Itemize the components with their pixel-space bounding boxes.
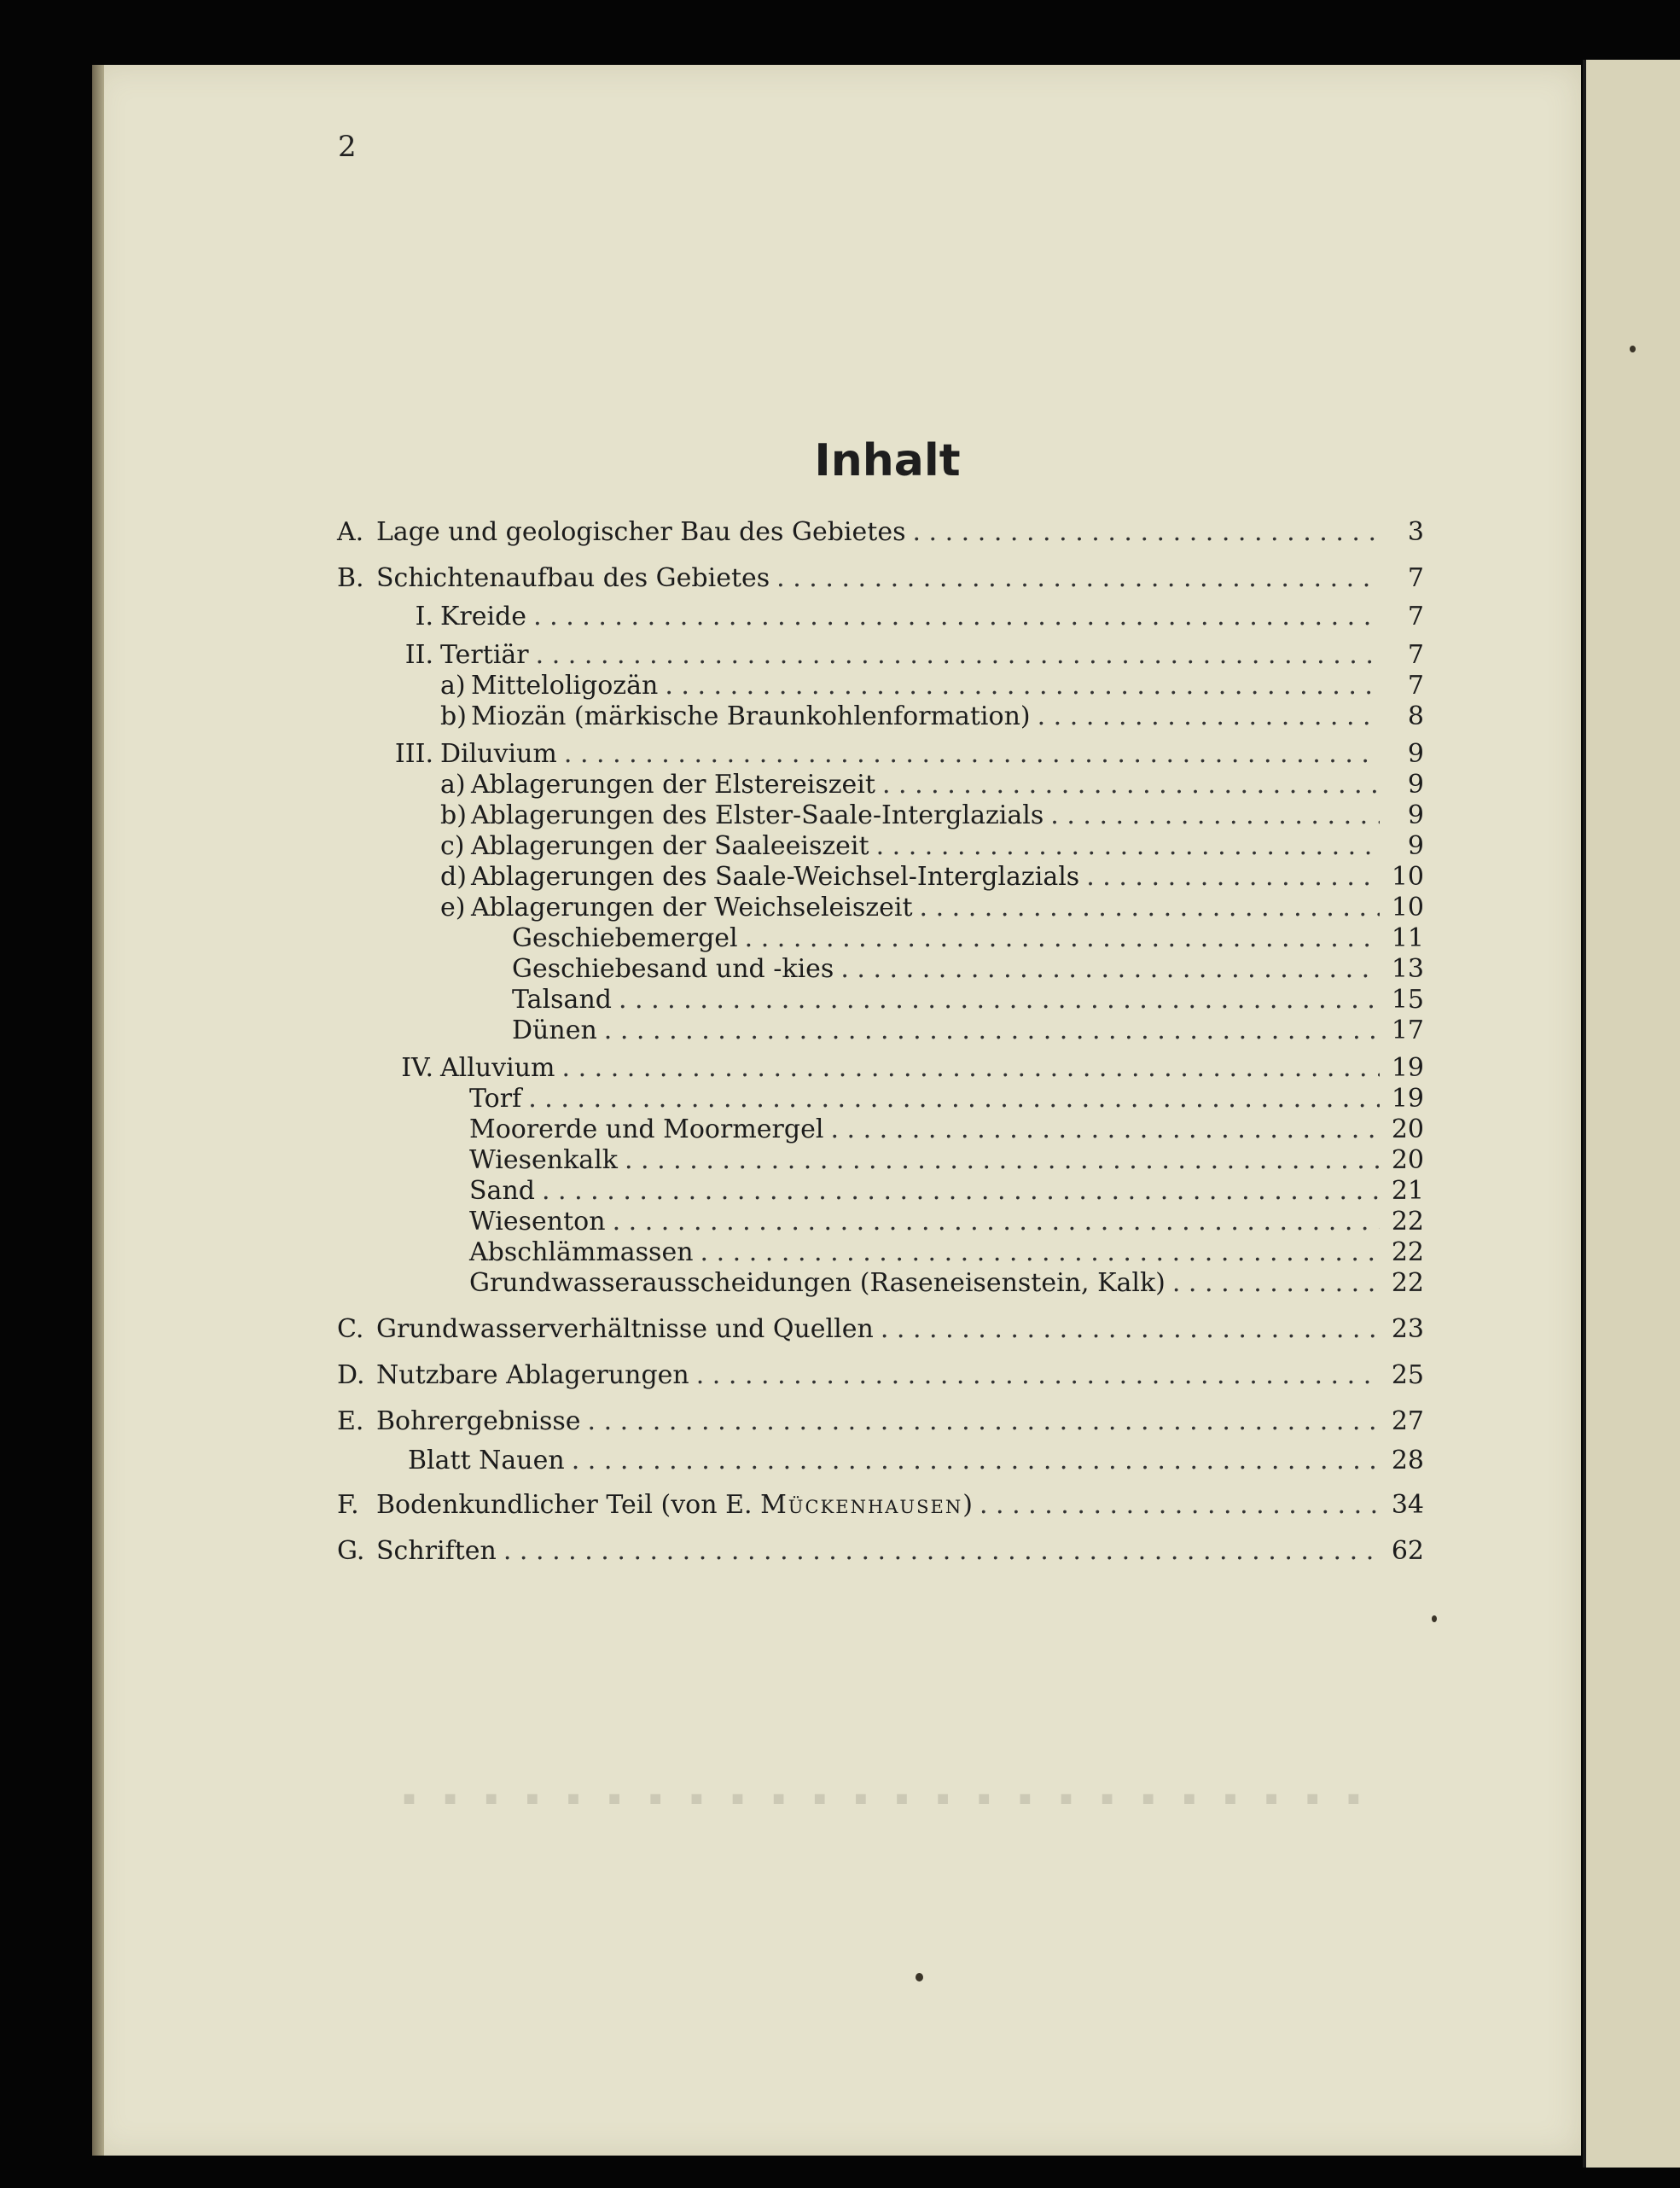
toc-entry-label: Nutzbare Ablagerungen: [376, 1360, 689, 1390]
toc-entry-b4g: [469, 1268, 1424, 1302]
toc-entry-sub-letter: c): [440, 831, 465, 861]
toc-entry-b4f: [469, 1237, 1424, 1271]
dot-leader: [881, 1314, 1380, 1344]
toc-entry-label: Geschiebemergel: [512, 923, 738, 953]
toc-entry-label: Bohrergebnisse: [376, 1406, 581, 1436]
toc-entry-page: 9: [1407, 770, 1424, 800]
toc-entry-label: Ablagerungen der Saaleeiszeit: [471, 831, 869, 861]
toc-entry-label: Grundwasserausscheidungen (Raseneisenstein, Kalk): [469, 1268, 1166, 1298]
toc-entry-label-text: Bodenkundlicher Teil (von E.: [376, 1490, 761, 1520]
paper-speck: [916, 1973, 923, 1981]
toc-entry-page: 10: [1391, 862, 1424, 892]
dot-leader: [536, 640, 1380, 670]
toc-entry-label: Kreide: [440, 602, 527, 631]
toc-entry-page: 25: [1391, 1360, 1424, 1390]
dot-leader: [1086, 862, 1380, 892]
toc-entry-page: 8: [1407, 701, 1424, 731]
toc-entry-page: 9: [1407, 739, 1424, 769]
dot-leader: [528, 1084, 1380, 1114]
toc-entry-page: 27: [1391, 1406, 1424, 1436]
toc-entry-f: [337, 1490, 1424, 1524]
toc-entry-numeral: I.: [415, 602, 433, 631]
dot-leader: [876, 831, 1380, 861]
toc-entry-b4a: [469, 1084, 1424, 1118]
dot-leader: [776, 563, 1380, 593]
toc-entry-b4e: [469, 1207, 1424, 1241]
toc-entry-b3d: [440, 862, 1424, 896]
toc-entry-page: 13: [1391, 954, 1424, 984]
toc-entry-label: Talsand: [512, 985, 612, 1015]
toc-entry-b4: [375, 1053, 1424, 1087]
dot-leader: [542, 1176, 1380, 1206]
dot-leader: [625, 1145, 1380, 1175]
toc-entry-letter: D.: [337, 1360, 365, 1390]
toc-entry-b2a: [440, 671, 1424, 705]
toc-entry-page: 19: [1391, 1053, 1424, 1083]
toc-entry-label: Dünen: [512, 1015, 597, 1045]
show-through-ghost: ▪ ▪ ▪ ▪ ▪ ▪ ▪ ▪ ▪ ▪ ▪ ▪ ▪ ▪ ▪ ▪ ▪ ▪ ▪ ▪ ▪ ▪ ▪ ▪: [396, 1783, 1362, 1813]
toc-entry-label: Schriften: [376, 1536, 497, 1566]
dot-leader: [696, 1360, 1380, 1390]
toc-entry-label: Mitteloligozän: [471, 671, 659, 701]
author-name: Mückenhausen: [760, 1490, 963, 1520]
toc-entry-label: Schichtenaufbau des Gebietes: [376, 563, 770, 593]
toc-entry-b1: [375, 602, 1424, 636]
toc-entry-label: Diluvium: [440, 739, 557, 769]
toc-entry-b3e: [440, 893, 1424, 927]
toc-entry-page: 22: [1391, 1237, 1424, 1267]
paper-speck: [1630, 346, 1636, 352]
toc-entry-label: [376, 1490, 973, 1520]
toc-entry-page: 15: [1391, 985, 1424, 1015]
toc-entry-label: Miozän (märkische Braunkohlenformation): [471, 701, 1031, 731]
dot-leader: [562, 1053, 1381, 1083]
toc-entry-page: 22: [1391, 1268, 1424, 1298]
dot-leader: [745, 923, 1380, 953]
toc-entry-b3a: [440, 770, 1424, 804]
toc-entry-label: Alluvium: [440, 1053, 555, 1083]
toc-entry-label-suffix: ): [962, 1490, 973, 1520]
toc-entry-letter: C.: [337, 1314, 364, 1344]
dot-leader: [564, 739, 1380, 769]
dot-leader: [840, 954, 1380, 984]
dot-leader: [882, 770, 1380, 800]
page-number: 2: [338, 130, 357, 164]
toc-entry-page: 10: [1391, 893, 1424, 922]
toc-entry-sub-letter: e): [440, 893, 466, 922]
toc-entry-numeral: III.: [394, 739, 433, 769]
toc-entry-b3e4: [512, 1015, 1424, 1050]
toc-entry-page: 20: [1391, 1114, 1424, 1144]
toc-entry-e1: [408, 1446, 1424, 1480]
toc-entry-a: [337, 517, 1424, 551]
toc-entry-page: 34: [1391, 1490, 1424, 1520]
toc-entry-letter: A.: [337, 517, 364, 547]
dot-leader: [700, 1237, 1380, 1267]
toc-entry-b3c: [440, 831, 1424, 865]
toc-entry-label: Tertiär: [440, 640, 529, 670]
toc-entry-page: 19: [1391, 1084, 1424, 1114]
dot-leader: [572, 1446, 1380, 1475]
toc-entry-page: 9: [1407, 800, 1424, 830]
toc-entry-label: Sand: [469, 1176, 535, 1206]
toc-entry-page: 3: [1407, 517, 1424, 547]
toc-entry-label: Ablagerungen der Weichseleiszeit: [471, 893, 913, 922]
toc-entry-page: 21: [1391, 1176, 1424, 1206]
toc-entry-page: 7: [1407, 602, 1424, 631]
toc-entry-c: [337, 1314, 1424, 1348]
toc-entry-b3e2: [512, 954, 1424, 988]
toc-entry-page: 11: [1391, 923, 1424, 953]
toc-entry-label: Grundwasserverhältnisse und Quellen: [376, 1314, 874, 1344]
dot-leader: [1050, 800, 1380, 830]
toc-entry-b3: [375, 739, 1424, 773]
toc-entry-sub-letter: d): [440, 862, 467, 892]
toc-entry-label: Lage und geologischer Bau des Gebietes: [376, 517, 906, 547]
paper-speck: [1432, 1615, 1437, 1622]
toc-entry-b3b: [440, 800, 1424, 835]
toc-entry-g: [337, 1536, 1424, 1570]
toc-entry-page: 28: [1391, 1446, 1424, 1475]
toc-entry-label: Ablagerungen des Saale-Weichsel-Interglazials: [471, 862, 1080, 892]
toc-entry-letter: G.: [337, 1536, 365, 1566]
toc-entry-letter: F.: [337, 1490, 359, 1520]
toc-entry-label: Wiesenkalk: [469, 1145, 618, 1175]
toc-entry-page: 20: [1391, 1145, 1424, 1175]
toc-entry-b4c: [469, 1145, 1424, 1179]
toc-entry-b: [337, 563, 1424, 597]
dot-leader: [533, 602, 1380, 631]
dot-leader: [920, 893, 1381, 922]
dot-leader: [503, 1536, 1380, 1566]
toc-entry-page: 7: [1407, 671, 1424, 701]
toc-entry-page: 7: [1407, 563, 1424, 593]
dot-leader: [1038, 701, 1380, 731]
toc-entry-label: Abschlämmassen: [469, 1237, 694, 1267]
toc-entry-label: Torf: [469, 1084, 522, 1114]
toc-entry-b2b: [440, 701, 1424, 736]
toc-entry-d: [337, 1360, 1424, 1394]
toc-entry-b4d: [469, 1176, 1424, 1210]
toc-entry-label: Ablagerungen der Elstereiszeit: [471, 770, 875, 800]
dot-leader: [1172, 1268, 1380, 1298]
toc-entry-b3e1: [512, 923, 1424, 957]
toc-entry-label: Moorerde und Moormergel: [469, 1114, 824, 1144]
dot-leader: [619, 985, 1380, 1015]
toc-entry-sub-letter: a): [440, 671, 466, 701]
toc-entry-sub-letter: b): [440, 701, 467, 731]
toc-entry-numeral: IV.: [401, 1053, 433, 1083]
toc-entry-b2: [375, 640, 1424, 674]
toc-entry-sub-letter: b): [440, 800, 467, 830]
toc-entry-label: Wiesenton: [469, 1207, 606, 1237]
dot-leader: [980, 1490, 1380, 1520]
toc-entry-page: 62: [1391, 1536, 1424, 1566]
toc-entry-label: Ablagerungen des Elster-Saale-Interglazials: [471, 800, 1044, 830]
toc-entry-sub-letter: a): [440, 770, 466, 800]
toc-entry-page: 9: [1407, 831, 1424, 861]
dot-leader: [912, 517, 1380, 547]
toc-entry-label: Blatt Nauen: [408, 1446, 565, 1475]
dot-leader: [830, 1114, 1380, 1144]
toc-entry-label: Geschiebesand und -kies: [512, 954, 834, 984]
toc-entry-page: 7: [1407, 640, 1424, 670]
toc-entry-e: [337, 1406, 1424, 1440]
toc-entry-letter: B.: [337, 563, 364, 593]
toc-entry-page: 23: [1391, 1314, 1424, 1344]
toc-entry-page: 22: [1391, 1207, 1424, 1237]
toc-entry-b4b: [469, 1114, 1424, 1149]
page-title: Inhalt: [814, 435, 961, 486]
dot-leader: [665, 671, 1380, 701]
dot-leader: [604, 1015, 1380, 1045]
dot-leader: [588, 1406, 1381, 1436]
toc-entry-page: 17: [1391, 1015, 1424, 1045]
dot-leader: [613, 1207, 1380, 1237]
toc-entry-b3e3: [512, 985, 1424, 1019]
toc-entry-letter: E.: [337, 1406, 364, 1436]
toc-entry-numeral: II.: [404, 640, 433, 670]
